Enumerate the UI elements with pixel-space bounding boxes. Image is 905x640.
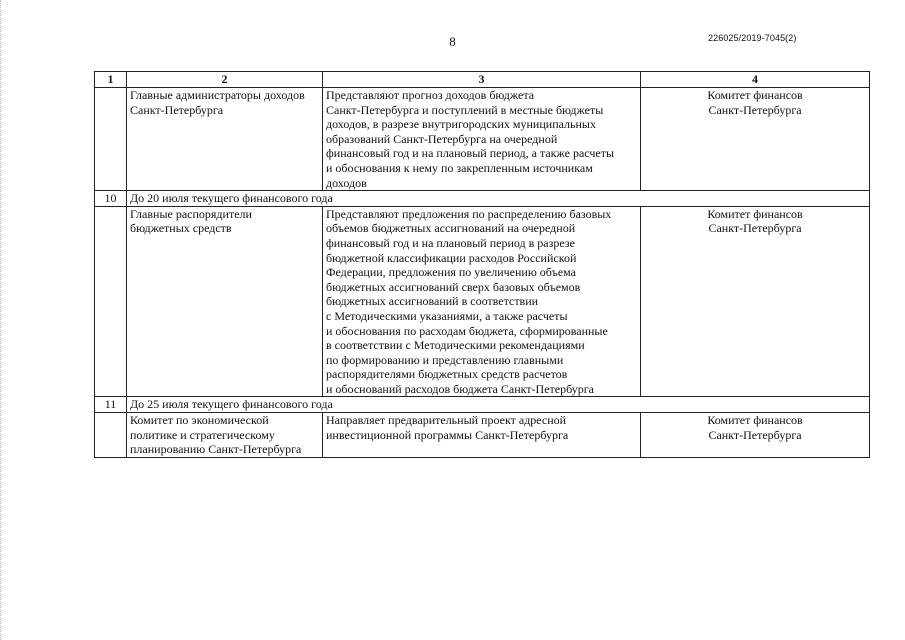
action-cell: Представляют прогноз доходов бюджета Санкт-Петербурга и поступлений в местные бюджеты доходов, в разрезе внутригородских муниципальных образований Санкт-Петербурга на очередной финансовый год и на плановый период, а также расчеты и обоснования к нему по закрепленным источникам доходов <box>323 88 641 191</box>
row-number-cell <box>95 206 127 397</box>
column-header-1: 1 <box>95 72 127 88</box>
table-row <box>95 413 870 458</box>
participant-cell: Главные администраторы доходов Санкт-Петербурга <box>127 88 323 191</box>
table-header-row <box>95 72 870 88</box>
participant-cell: Комитет по экономической политике и стратегическому планированию Санкт-Петербурга <box>127 413 323 458</box>
column-header-4: 4 <box>641 72 870 88</box>
section-number: 10 <box>95 191 127 207</box>
recipient-cell: Комитет финансов Санкт-Петербурга <box>641 413 870 458</box>
recipient-cell: Комитет финансов Санкт-Петербурга <box>641 88 870 191</box>
column-header-3: 3 <box>323 72 641 88</box>
recipient-cell: Комитет финансов Санкт-Петербурга <box>641 206 870 397</box>
row-number-cell <box>95 413 127 458</box>
scan-edge-artifact <box>0 0 5 640</box>
action-cell: Представляют предложения по распределению базовых объемов бюджетных ассигнований на очередной финансовый год и на плановый период в разрезе бюджетной классификации расходов Российской Федерации, предложения по увеличению объема бюджетных ассигнований сверх базовых объемов бюджетных ассигнований в соответствии с Методическими указаниями, а также расчеты и обоснования по расходам бюджета, сформированные в соответствии с Методическими рекомендациями по формированию и представлению главными распорядителями бюджетных средств расчетов и обоснований расходов бюджета Санкт-Петербурга <box>323 206 641 397</box>
schedule-table <box>94 71 870 458</box>
section-row <box>95 397 870 413</box>
table-row <box>95 88 870 191</box>
document-code: 226025/2019-7045(2) <box>708 33 797 43</box>
section-deadline: До 20 июля текущего финансового года <box>127 191 870 207</box>
action-cell: Направляет предварительный проект адресной инвестиционной программы Санкт-Петербурга <box>323 413 641 458</box>
table-row <box>95 206 870 397</box>
section-row <box>95 191 870 207</box>
section-deadline: До 25 июля текущего финансового года <box>127 397 870 413</box>
page-number: 8 <box>449 34 456 49</box>
section-number: 11 <box>95 397 127 413</box>
column-header-2: 2 <box>127 72 323 88</box>
row-number-cell <box>95 88 127 191</box>
participant-cell: Главные распорядители бюджетных средств <box>127 206 323 397</box>
